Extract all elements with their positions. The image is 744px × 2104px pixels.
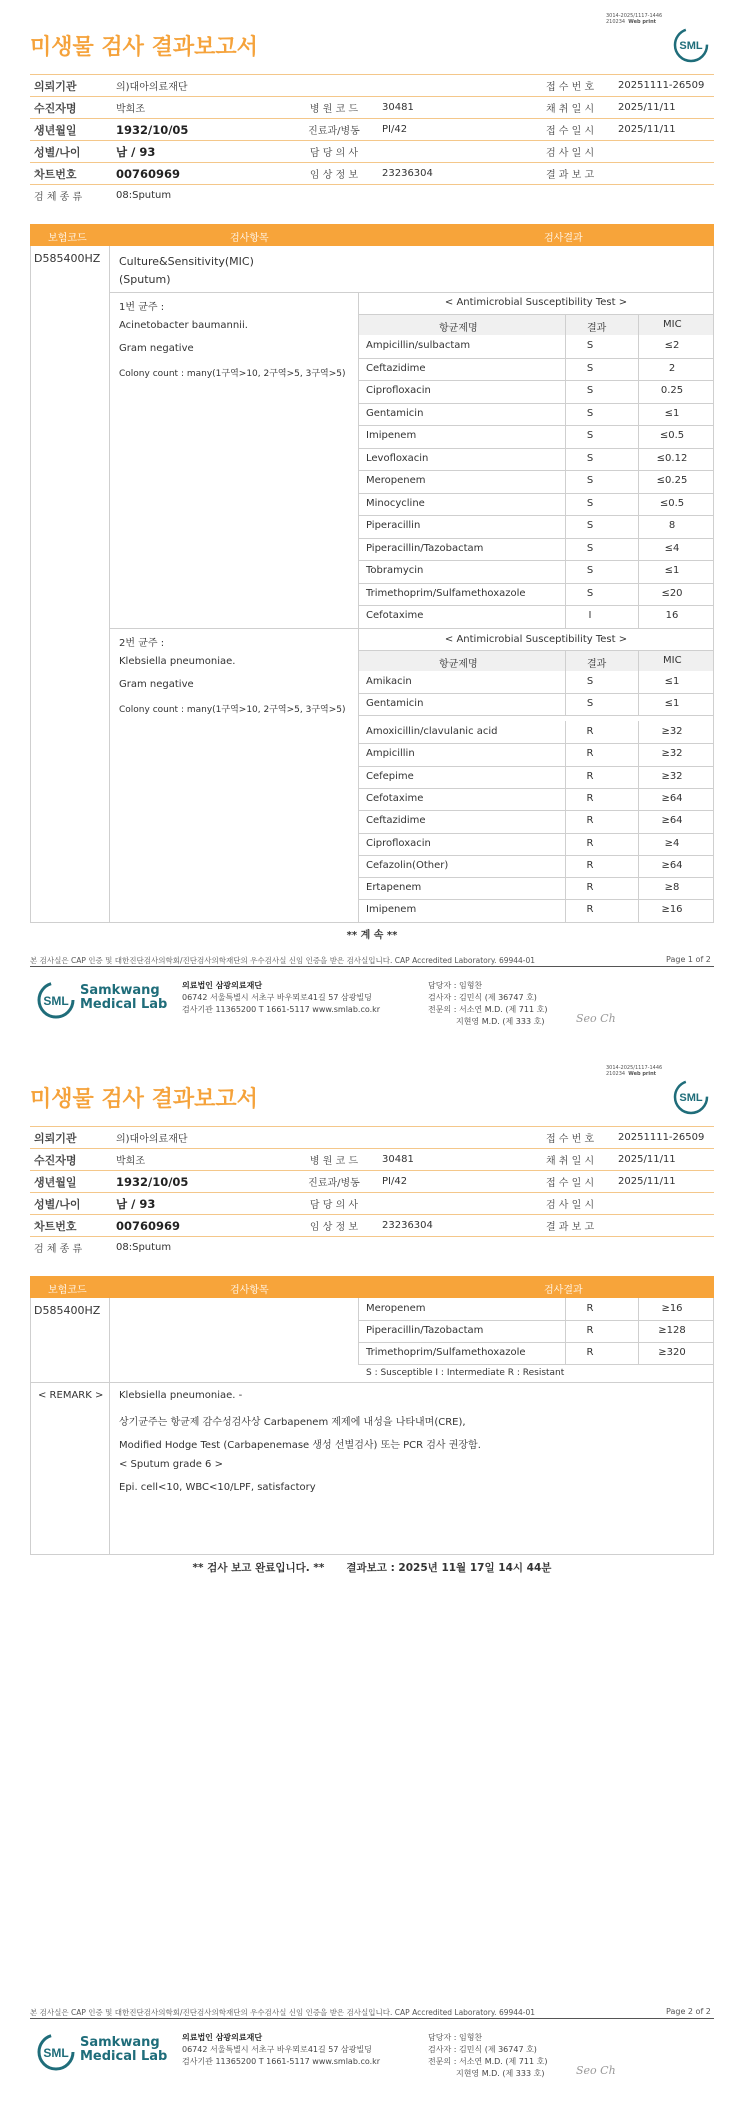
ast-drug: Amikacin bbox=[366, 676, 412, 687]
ast-drug: Levofloxacin bbox=[366, 452, 429, 464]
grid-line bbox=[713, 246, 714, 922]
grid-line bbox=[109, 1298, 110, 1554]
ast-drug: Cefotaxime bbox=[366, 792, 424, 804]
row-divider bbox=[358, 1364, 713, 1365]
ast-drug: Ciprofloxacin bbox=[366, 837, 431, 849]
lab-brand-name: Samkwang Medical Lab bbox=[80, 983, 168, 1012]
ast-drug: Ampicillin/sulbactam bbox=[366, 340, 471, 351]
sml-logo-icon bbox=[673, 27, 709, 63]
ast-result: R bbox=[586, 837, 594, 849]
dept-label: 진료과/병동 bbox=[290, 1171, 378, 1193]
grid-line bbox=[713, 1298, 714, 1554]
lab-brand-name: Samkwang Medical Lab bbox=[80, 2035, 168, 2064]
row-divider bbox=[358, 899, 713, 900]
ast-mic: ≤0.12 bbox=[656, 452, 688, 464]
receive-label: 접 수 일 시 bbox=[526, 1171, 614, 1193]
result-header: 검사결과 bbox=[544, 1285, 583, 1296]
svg-text:SML: SML bbox=[43, 994, 69, 1008]
remark-line-1: Klebsiella pneumoniae. - bbox=[119, 1390, 243, 1401]
collect-value: 2025/11/11 bbox=[614, 97, 714, 119]
col-drug: 항균제명 bbox=[439, 323, 478, 334]
ast-result: R bbox=[586, 1347, 594, 1358]
report-title: 미생물 검사 결과보고서 bbox=[30, 35, 258, 60]
ast-mic: ≤0.25 bbox=[656, 475, 688, 486]
footer-divider bbox=[30, 966, 714, 967]
ast-drug: Imipenem bbox=[366, 430, 417, 441]
page-number: Page 2 of 2 bbox=[666, 2007, 711, 2016]
result-header: 검사결과 bbox=[544, 233, 583, 244]
row-divider bbox=[358, 766, 713, 767]
signature-image: Seo Ch bbox=[576, 1012, 616, 1025]
column-divider bbox=[638, 651, 639, 715]
patient-label: 수진자명 bbox=[30, 1149, 112, 1171]
insurance-code: D585400HZ bbox=[34, 252, 101, 265]
row-divider bbox=[358, 605, 713, 606]
ast-mic: ≥128 bbox=[658, 1325, 686, 1336]
ast-mic: ≥32 bbox=[661, 770, 683, 782]
sex-age-label: 성별/나이 bbox=[30, 1193, 112, 1215]
ast-result: R bbox=[586, 882, 594, 894]
ast-mic: ≤0.5 bbox=[659, 430, 685, 441]
sex-age-value: 남 / 93 bbox=[112, 141, 290, 163]
hosp-code-label: 병 원 코 드 bbox=[290, 97, 378, 119]
staff-info: 담당자 : 임형찬 검사자 : 김민식 (제 36747 호) 전문의 : 서소연 M.D. (제 711 호) 지현영 M.D. (제 333 호) bbox=[428, 2033, 548, 2078]
ast-drug: Ampicillin bbox=[366, 748, 415, 760]
ast-title-1: < Antimicrobial Susceptibility Test > bbox=[444, 297, 628, 308]
samkwang-logo-icon bbox=[36, 980, 80, 1020]
ast-result: S bbox=[586, 452, 594, 464]
grid-line bbox=[30, 1298, 31, 1554]
results-header-bar bbox=[30, 224, 714, 246]
test-name: Culture&Sensitivity(MIC) bbox=[119, 255, 254, 268]
ast-mic: ≥16 bbox=[661, 904, 683, 916]
specimen-value: 08:Sputum bbox=[116, 1242, 172, 1253]
col-drug: 항균제명 bbox=[439, 659, 478, 670]
patient-value: 박희조 bbox=[112, 1149, 290, 1171]
row-divider bbox=[358, 715, 713, 716]
chart-no-label: 차트번호 bbox=[30, 163, 112, 185]
ast-mic: ≤2 bbox=[664, 340, 680, 351]
ast-result: R bbox=[586, 792, 594, 804]
row-divider bbox=[358, 560, 713, 561]
report-label: 결 과 보 고 bbox=[526, 163, 614, 185]
test-specimen: (Sputum) bbox=[119, 273, 171, 286]
ast-result: R bbox=[586, 815, 594, 827]
results-header-bar bbox=[30, 1276, 714, 1298]
hosp-code-value: 30481 bbox=[378, 1149, 526, 1171]
ast-mic: ≥64 bbox=[661, 792, 683, 804]
grid-line bbox=[30, 1382, 714, 1383]
ast-result: S bbox=[586, 520, 594, 531]
client-value: 의)대아의료재단 bbox=[112, 75, 526, 97]
ast-result: S bbox=[586, 340, 594, 351]
sml-logo-icon bbox=[673, 1079, 709, 1115]
ast-drug: Ertapenem bbox=[366, 882, 422, 894]
hosp-code-value: 30481 bbox=[378, 97, 526, 119]
continued-text: ** 계 속 ** bbox=[346, 930, 398, 941]
dept-value: PI/42 bbox=[378, 1171, 526, 1193]
specimen-label: 검 체 종 류 bbox=[34, 192, 83, 203]
ast-mic: ≥32 bbox=[661, 726, 683, 737]
ast-mic: ≤1 bbox=[664, 565, 680, 576]
print-stamp: 3014-2025/1117-1446 210234 Web print bbox=[606, 13, 663, 25]
insurance-code: D585400HZ bbox=[34, 1304, 101, 1317]
row-divider bbox=[358, 380, 713, 381]
organism-2-label: 2번 균주 : bbox=[119, 638, 165, 649]
ast-mic: ≥320 bbox=[658, 1347, 686, 1358]
ast-drug: Cefazolin(Other) bbox=[366, 859, 449, 871]
ast-drug: Minocycline bbox=[366, 497, 425, 509]
dept-value: PI/42 bbox=[378, 119, 526, 141]
grid-line bbox=[30, 246, 31, 922]
ast-drug: Ceftazidime bbox=[366, 815, 426, 827]
ast-result: S bbox=[586, 385, 594, 396]
clinical-value: 23236304 bbox=[378, 1215, 526, 1237]
column-divider bbox=[565, 1298, 566, 1364]
ast-mic: ≤1 bbox=[664, 698, 680, 709]
ast-result: S bbox=[586, 430, 594, 441]
patient-label: 수진자명 bbox=[30, 97, 112, 119]
chart-no-label: 차트번호 bbox=[30, 1215, 112, 1237]
row-divider bbox=[358, 788, 713, 789]
ast-title-2: < Antimicrobial Susceptibility Test > bbox=[444, 634, 628, 645]
client-label: 의뢰기관 bbox=[30, 75, 112, 97]
organism-1-colony: Colony count : many(1구역>10, 2구역>5, 3구역>5) bbox=[119, 369, 346, 379]
ast-result: R bbox=[586, 1303, 594, 1314]
ast-drug: Piperacillin/Tazobactam bbox=[366, 1325, 484, 1336]
collect-label: 채 취 일 시 bbox=[526, 97, 614, 119]
ast-mic: ≥32 bbox=[661, 748, 683, 760]
receipt-no-label: 접 수 번 호 bbox=[526, 75, 614, 97]
signature-image: Seo Ch bbox=[576, 2064, 616, 2077]
ast-mic: 2 bbox=[668, 362, 676, 374]
ast-mic: ≥64 bbox=[661, 859, 683, 871]
accreditation-note: 본 검사실은 CAP 인증 및 대한진단검사의학회/진단검사의학재단의 우수검사실 신임 인증을 받은 검사실입니다. CAP Accredited Laboratory. 69944-01 bbox=[30, 2008, 536, 2017]
organism-2-gram: Gram negative bbox=[119, 679, 194, 690]
grid-line bbox=[109, 628, 713, 629]
ast-drug: Meropenem bbox=[366, 1303, 426, 1314]
doctor-label: 담 당 의 사 bbox=[290, 141, 378, 163]
ast-drug: Meropenem bbox=[366, 475, 426, 486]
chart-no-value: 00760969 bbox=[112, 1215, 290, 1237]
report-title: 미생물 검사 결과보고서 bbox=[30, 1087, 258, 1112]
col-mic: MIC bbox=[663, 655, 682, 666]
print-stamp: 3014-2025/1117-1446 210234 Web print bbox=[606, 1065, 663, 1077]
organism-2-name: Klebsiella pneumoniae. bbox=[119, 656, 236, 667]
ast-column-header-1 bbox=[359, 315, 713, 335]
receipt-no-label: 접 수 번 호 bbox=[526, 1127, 614, 1149]
report-label: 결 과 보 고 bbox=[526, 1215, 614, 1237]
ast-drug: Amoxicillin/clavulanic acid bbox=[366, 726, 498, 737]
ast-mic: ≥16 bbox=[661, 1303, 683, 1314]
ast-mic: 8 bbox=[668, 520, 676, 531]
organism-1-label: 1번 균주 : bbox=[119, 302, 165, 313]
hosp-code-label: 병 원 코 드 bbox=[290, 1149, 378, 1171]
grid-line bbox=[358, 1298, 359, 1364]
footer-divider bbox=[30, 2018, 714, 2019]
ast-mic: ≤0.5 bbox=[659, 497, 685, 509]
item-header: 검사항목 bbox=[230, 1285, 269, 1296]
chart-no-value: 00760969 bbox=[112, 163, 290, 185]
doctor-label: 담 당 의 사 bbox=[290, 1193, 378, 1215]
test-date-value bbox=[614, 141, 714, 163]
ast-result: S bbox=[586, 362, 594, 374]
ast-drug: Gentamicin bbox=[366, 698, 424, 709]
ast-drug: Cefotaxime bbox=[366, 610, 424, 621]
column-divider bbox=[638, 315, 639, 628]
grid-line bbox=[30, 1554, 714, 1555]
ast-drug: Cefepime bbox=[366, 770, 414, 782]
client-value: 의)대아의료재단 bbox=[112, 1127, 526, 1149]
test-date-value bbox=[614, 1193, 714, 1215]
dob-label: 생년월일 bbox=[30, 1171, 112, 1193]
ast-drug: Trimethoprim/Sulfamethoxazole bbox=[366, 1347, 526, 1358]
code-header: 보험코드 bbox=[48, 1285, 87, 1296]
ast-result: S bbox=[586, 676, 594, 687]
grid-line bbox=[109, 292, 713, 293]
doctor-value bbox=[378, 141, 526, 163]
dob-value: 1932/10/05 bbox=[112, 119, 290, 141]
ast-mic: ≥64 bbox=[661, 815, 683, 827]
susceptibility-legend: S : Susceptible I : Intermediate R : Resistant bbox=[366, 1368, 565, 1378]
ast-result: R bbox=[586, 770, 594, 782]
doctor-value bbox=[378, 1193, 526, 1215]
column-divider bbox=[638, 721, 639, 922]
ast-drug: Piperacillin/Tazobactam bbox=[366, 542, 484, 554]
row-divider bbox=[358, 538, 713, 539]
row-divider bbox=[358, 515, 713, 516]
patient-info-table bbox=[30, 74, 714, 206]
row-divider bbox=[358, 470, 713, 471]
row-divider bbox=[358, 877, 713, 878]
specimen-value: 08:Sputum bbox=[116, 190, 172, 201]
ast-result: R bbox=[586, 748, 594, 760]
column-divider bbox=[565, 651, 566, 715]
grid-line bbox=[358, 292, 359, 922]
receipt-no-value: 20251111-26509 bbox=[614, 75, 714, 97]
sex-age-value: 남 / 93 bbox=[112, 1193, 290, 1215]
test-date-label: 검 사 일 시 bbox=[526, 141, 614, 163]
ast-drug: Ciprofloxacin bbox=[366, 385, 431, 396]
ast-result: R bbox=[586, 904, 594, 916]
clinical-label: 임 상 정 보 bbox=[290, 1215, 378, 1237]
ast-drug: Imipenem bbox=[366, 904, 417, 916]
row-divider bbox=[358, 743, 713, 744]
ast-result: R bbox=[586, 1325, 594, 1336]
ast-drug: Tobramycin bbox=[366, 565, 424, 576]
grid-line bbox=[109, 246, 110, 922]
ast-mic: ≤1 bbox=[664, 407, 680, 419]
receive-label: 접 수 일 시 bbox=[526, 119, 614, 141]
patient-info-table bbox=[30, 1126, 714, 1258]
dob-value: 1932/10/05 bbox=[112, 1171, 290, 1193]
column-divider bbox=[565, 315, 566, 628]
report-page-2 bbox=[0, 1052, 744, 2104]
svg-text:SML: SML bbox=[679, 1092, 703, 1104]
dept-label: 진료과/병동 bbox=[290, 119, 378, 141]
ast-mic: 16 bbox=[665, 610, 679, 621]
page-number: Page 1 of 2 bbox=[666, 955, 711, 964]
ast-result: S bbox=[586, 475, 594, 486]
clinical-label: 임 상 정 보 bbox=[290, 163, 378, 185]
staff-info: 담당자 : 임형찬 검사자 : 김민식 (제 36747 호) 전문의 : 서소연 M.D. (제 711 호) 지현영 M.D. (제 333 호) bbox=[428, 981, 548, 1026]
row-divider bbox=[358, 448, 713, 449]
dob-label: 생년월일 bbox=[30, 119, 112, 141]
ast-result: R bbox=[586, 859, 594, 871]
sex-age-label: 성별/나이 bbox=[30, 141, 112, 163]
ast-mic: ≥8 bbox=[664, 882, 680, 894]
row-divider bbox=[358, 403, 713, 404]
row-divider bbox=[358, 810, 713, 811]
svg-text:SML: SML bbox=[679, 40, 703, 52]
item-header: 검사항목 bbox=[230, 233, 269, 244]
column-divider bbox=[565, 721, 566, 922]
receive-value: 2025/11/11 bbox=[614, 119, 714, 141]
patient-value: 박희조 bbox=[112, 97, 290, 119]
ast-result: R bbox=[586, 726, 594, 737]
ast-mic: ≤1 bbox=[664, 676, 680, 687]
ast-mic: 0.25 bbox=[660, 385, 684, 396]
ast-result: S bbox=[586, 698, 594, 709]
remark-line-4: < Sputum grade 6 > bbox=[119, 1459, 223, 1470]
row-divider bbox=[358, 1320, 713, 1321]
ast-result: S bbox=[586, 542, 594, 554]
row-divider bbox=[358, 425, 713, 426]
ast-mic: ≤4 bbox=[664, 542, 680, 554]
collect-label: 채 취 일 시 bbox=[526, 1149, 614, 1171]
ast-result: S bbox=[586, 407, 594, 419]
lab-info: 의료법인 삼광의료재단 06742 서울특별시 서초구 바우뫼로41길 57 삼광빌딩 검사기관 11365200 T 1661-5117 www.smlab.co.kr bbox=[182, 981, 381, 1014]
ast-column-header-2 bbox=[359, 651, 713, 671]
lab-info: 의료법인 삼광의료재단 06742 서울특별시 서초구 바우뫼로41길 57 삼광빌딩 검사기관 11365200 T 1661-5117 www.smlab.co.kr bbox=[182, 2033, 381, 2066]
remark-line-5: Epi. cell<10, WBC<10/LPF, satisfactory bbox=[119, 1482, 316, 1493]
ast-drug: Trimethoprim/Sulfamethoxazole bbox=[366, 587, 526, 599]
ast-mic: ≥4 bbox=[664, 837, 680, 849]
samkwang-logo-icon bbox=[36, 2032, 80, 2072]
receipt-no-value: 20251111-26509 bbox=[614, 1127, 714, 1149]
test-date-label: 검 사 일 시 bbox=[526, 1193, 614, 1215]
ast-drug: Ceftazidime bbox=[366, 362, 426, 374]
row-divider bbox=[358, 833, 713, 834]
clinical-value: 23236304 bbox=[378, 163, 526, 185]
remark-label: < REMARK > bbox=[38, 1390, 104, 1401]
specimen-label: 검 체 종 류 bbox=[34, 1244, 83, 1255]
svg-text:SML: SML bbox=[43, 2046, 69, 2060]
accreditation-note: 본 검사실은 CAP 인증 및 대한진단검사의학회/진단검사의학재단의 우수검사실 신임 인증을 받은 검사실입니다. CAP Accredited Laboratory. 69944-01 bbox=[30, 956, 536, 965]
report-complete-text: ** 검사 보고 완료입니다. ** 결과보고 : 2025년 11월 17일 14시 44분 bbox=[192, 1562, 552, 1574]
organism-1-gram: Gram negative bbox=[119, 343, 194, 354]
col-result: 결과 bbox=[587, 659, 607, 670]
row-divider bbox=[358, 583, 713, 584]
col-mic: MIC bbox=[663, 319, 682, 330]
code-header: 보험코드 bbox=[48, 233, 87, 244]
ast-drug: Gentamicin bbox=[366, 407, 424, 419]
ast-result: S bbox=[586, 587, 594, 599]
remark-line-2: 상기균주는 항균제 감수성검사상 Carbapenem 제제에 내성을 나타내며(CRE), bbox=[119, 1417, 466, 1428]
column-divider bbox=[638, 1298, 639, 1364]
col-result: 결과 bbox=[587, 323, 607, 334]
remark-line-3: Modified Hodge Test (Carbapenemase 생성 선별검사) 또는 PCR 검사 권장함. bbox=[119, 1440, 481, 1451]
ast-result: S bbox=[586, 497, 594, 509]
row-divider bbox=[358, 693, 713, 694]
organism-1-name: Acinetobacter baumannii. bbox=[119, 320, 248, 331]
ast-result: I bbox=[588, 610, 592, 621]
report-value bbox=[614, 163, 714, 185]
collect-value: 2025/11/11 bbox=[614, 1149, 714, 1171]
organism-2-colony: Colony count : many(1구역>10, 2구역>5, 3구역>5) bbox=[119, 705, 346, 715]
row-divider bbox=[358, 1342, 713, 1343]
row-divider bbox=[358, 493, 713, 494]
row-divider bbox=[358, 358, 713, 359]
report-value bbox=[614, 1215, 714, 1237]
row-divider bbox=[358, 855, 713, 856]
row-divider bbox=[358, 922, 713, 923]
ast-result: S bbox=[586, 565, 594, 576]
ast-mic: ≤20 bbox=[661, 587, 683, 599]
client-label: 의뢰기관 bbox=[30, 1127, 112, 1149]
receive-value: 2025/11/11 bbox=[614, 1171, 714, 1193]
ast-drug: Piperacillin bbox=[366, 520, 421, 531]
